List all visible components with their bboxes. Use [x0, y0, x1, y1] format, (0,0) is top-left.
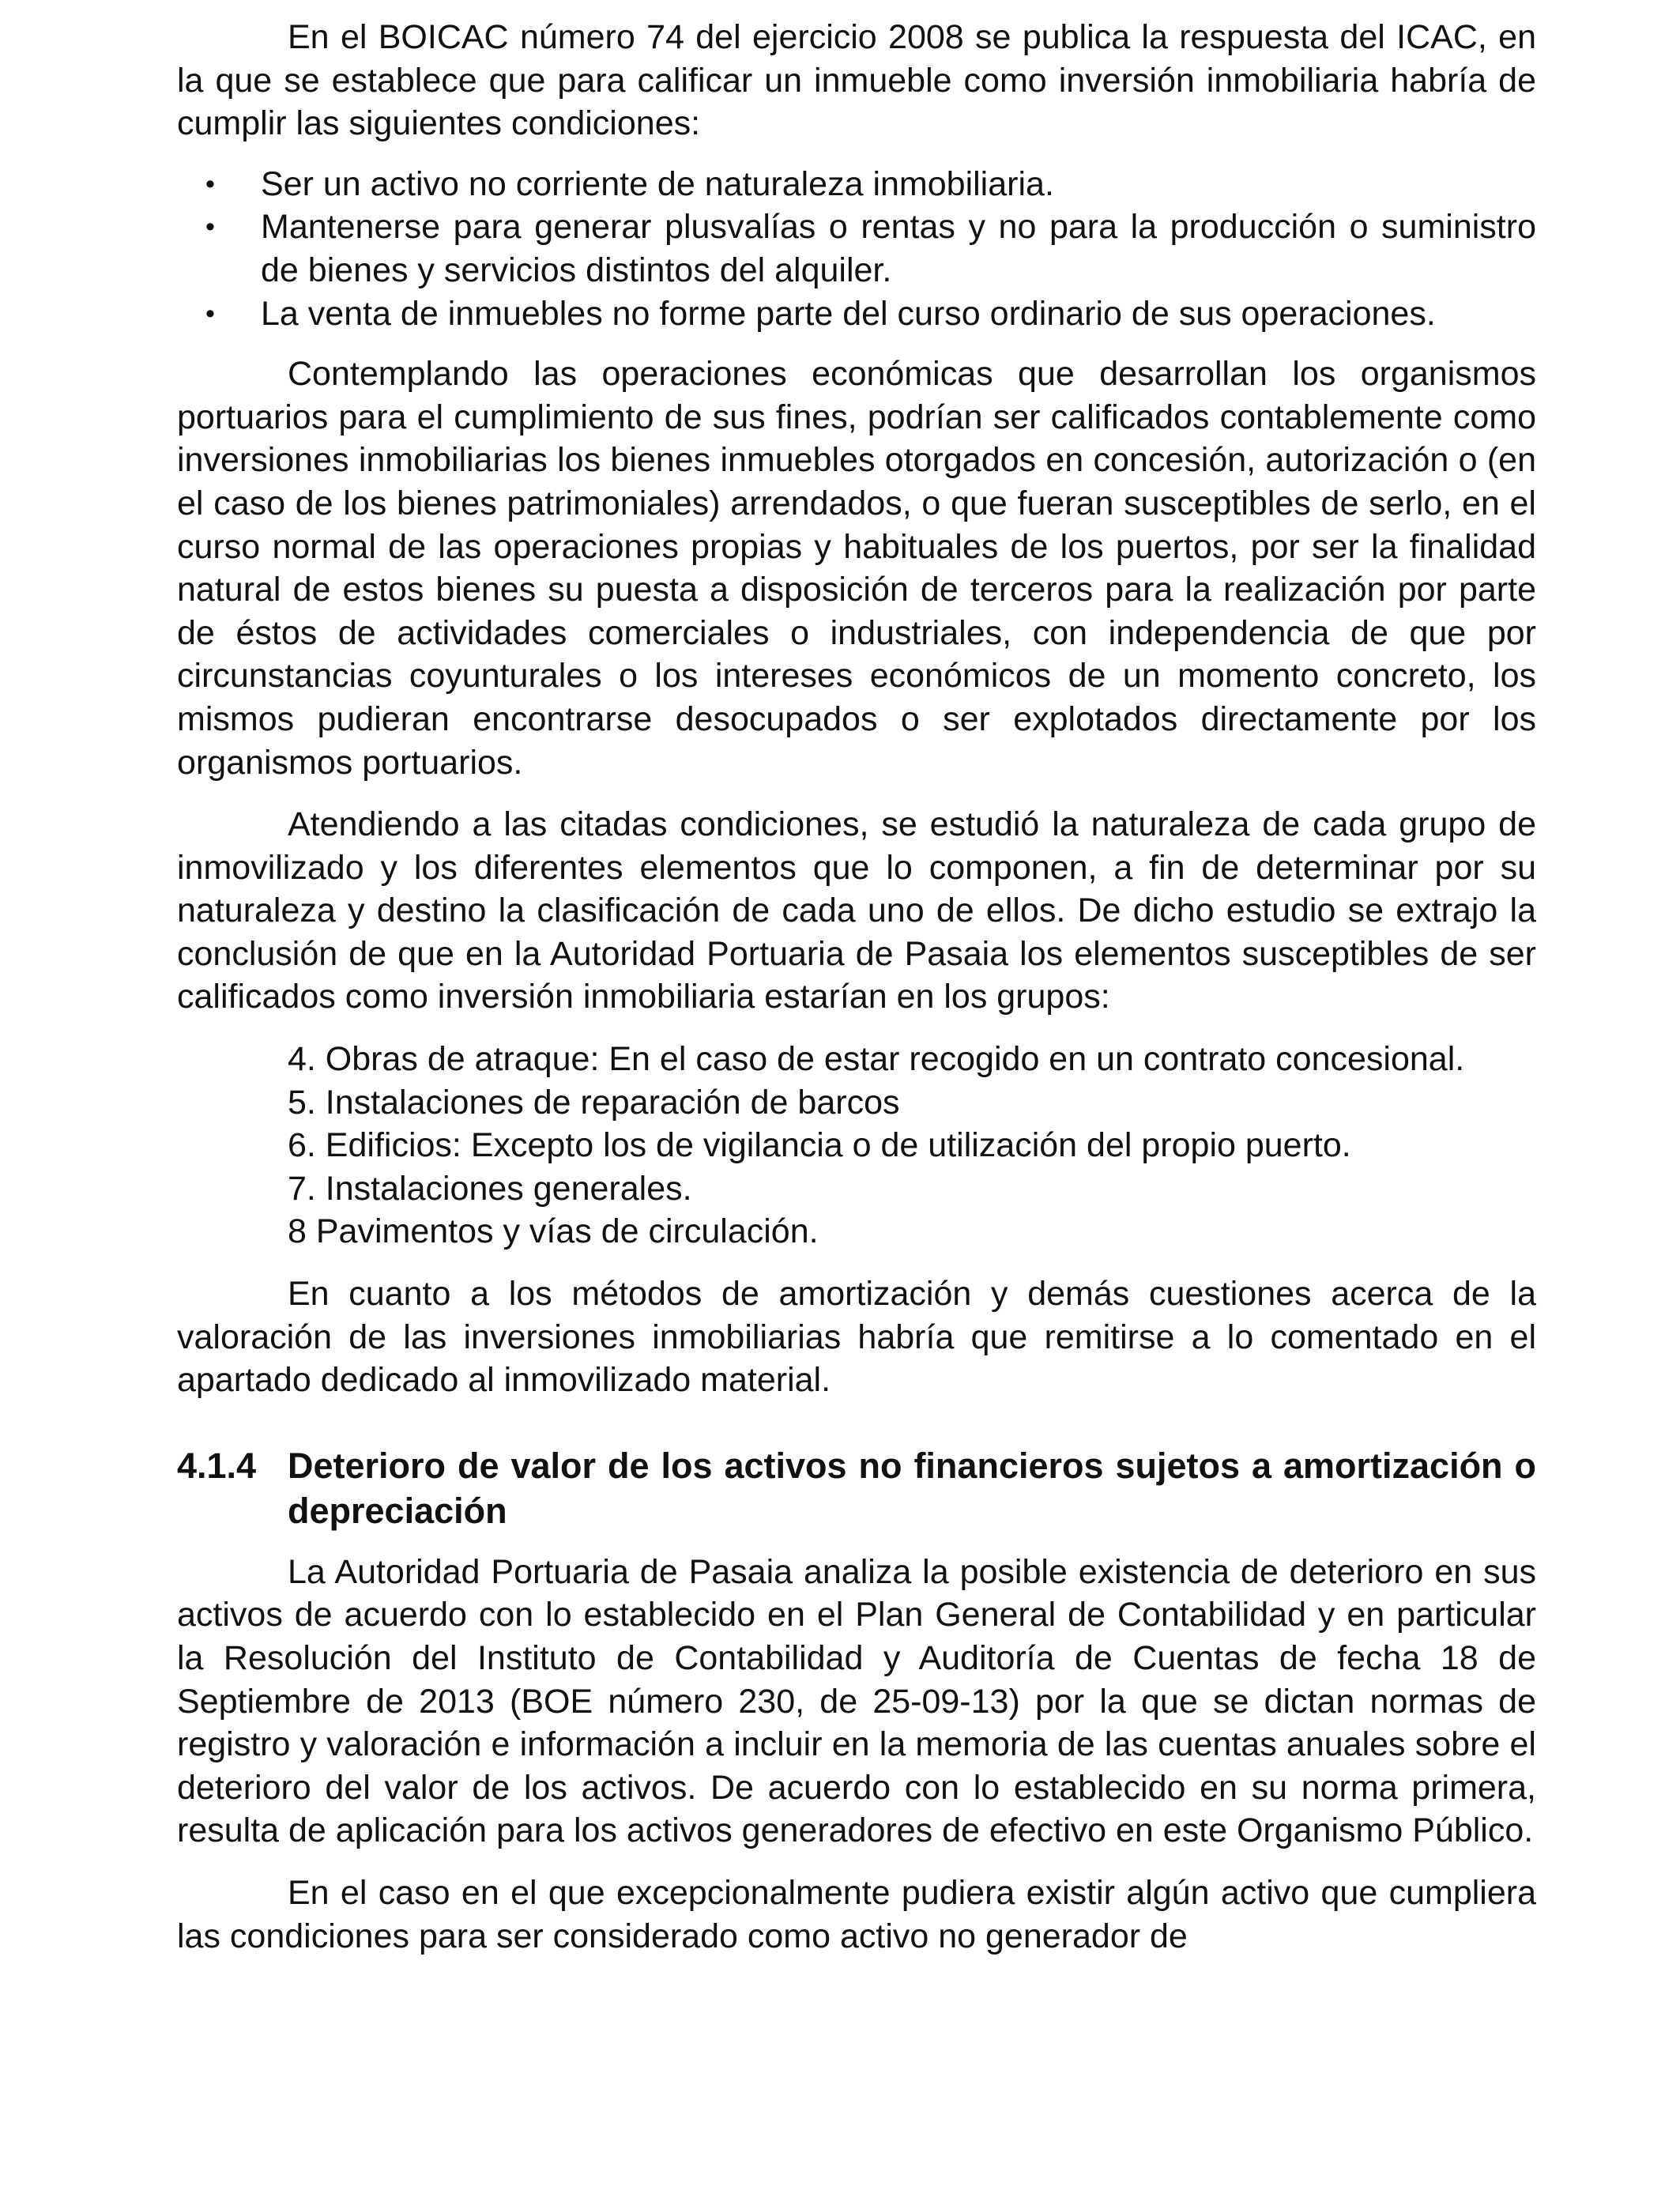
list-item [177, 163, 1536, 206]
page-content [177, 16, 1536, 1958]
list-item: 6. Edificios: Excepto los de vigilancia o de utilización del propio puerto. [288, 1126, 1351, 1165]
paragraph-boicac: En el BOICAC número 74 del ejercicio 2008 se publica la respuesta del ICAC, en la que se establece que para calificar un inmueble como inversión inmobiliaria habría de cumplir las siguientes condiciones: [177, 18, 1536, 143]
conditions-list [177, 163, 1536, 335]
list-item [177, 292, 1536, 336]
list-item: 8 Pavimentos y vías de circulación. [288, 1212, 819, 1251]
paragraph-excepcional: En el caso en el que excepcionalmente pudiera existir algún activo que cumpliera las condiciones para ser considerado como activo no generador de [177, 1873, 1536, 1955]
list-item [177, 205, 1536, 292]
bullet-icon: • [205, 298, 215, 329]
list-item: 7. Instalaciones generales. [288, 1169, 692, 1208]
paragraph-condiciones: Atendiendo a las citadas condiciones, se estudió la naturaleza de cada grupo de inmovilizado y los diferentes elementos que lo componen, a fin de determinar por su naturaleza y destino la clasificación de cada uno de ellos. De dicho estudio se extrajo la conclusión de que en la Autoridad Portuaria de Pasaia los elementos susceptibles de ser calificados como inversión inmobiliaria estarían en los grupos: [177, 805, 1536, 1016]
paragraph-operaciones: Contemplando las operaciones económicas que desarrollan los organismos portuarios para el cumplimiento de sus fines, podrían ser calificados contablemente como inversiones inmobiliarias los bienes inmuebles otorgados en concesión, autorización o (en el caso de los bienes patrimoniales) arrendados, o que fueran susceptibles de serlo, en el curso normal de las operaciones propias y habituales de los puertos, por ser la finalidad natural de estos bienes su puesta a disposición de terceros para la realización por parte de éstos de actividades comerciales o industriales, con independencia de que por circunstancias coyunturales o los intereses económicos de un momento concreto, los mismos pudieran encontrarse desocupados o ser explotados directamente por los organismos portuarios. [177, 355, 1536, 782]
section-number: 4.1.4 [177, 1445, 257, 1486]
paragraph-deterioro: La Autoridad Portuaria de Pasaia analiza la posible existencia de deterioro en sus activos de acuerdo con lo establecido en el Plan General de Contabilidad y en particular la Resolución del Instituto de Contabilidad y Auditoría de Cuentas de fecha 18 de Septiembre de 2013 (BOE número 230, de 25-09-13) por la que se dictan normas de registro y valoración e información a incluir en la memoria de las cuentas anuales sobre el deterioro del valor de los activos. De acuerdo con lo establecido en su norma primera, resulta de aplicación para los activos generadores de efectivo en este Organismo Público. [177, 1552, 1536, 1850]
list-item: 4. Obras de atraque: En el caso de estar recogido en un contrato concesional. [288, 1040, 1465, 1079]
list-item-text: Mantenerse para generar plusvalías o rentas y no para la producción o suministro de bienes y servicios distintos del alquiler. [261, 208, 1536, 289]
bullet-icon: • [205, 168, 215, 199]
paragraph-amortizacion: En cuanto a los métodos de amortización y demás cuestiones acerca de la valoración de las inversiones inmobiliarias habría que remitirse a lo comentado en el apartado dedicado al inmovilizado material. [177, 1275, 1536, 1400]
list-item: 5. Instalaciones de reparación de barcos [288, 1083, 900, 1122]
bullet-icon: • [205, 212, 215, 243]
list-item-text: La venta de inmuebles no forme parte del curso ordinario de sus operaciones. [261, 294, 1436, 333]
section-title: Deterioro de valor de los activos no financieros sujetos a amortización o depreciación [288, 1445, 1536, 1531]
section-heading [177, 1443, 1536, 1533]
list-item-text: Ser un activo no corriente de naturaleza inmobiliaria. [261, 164, 1054, 203]
groups-list [177, 1038, 1536, 1253]
